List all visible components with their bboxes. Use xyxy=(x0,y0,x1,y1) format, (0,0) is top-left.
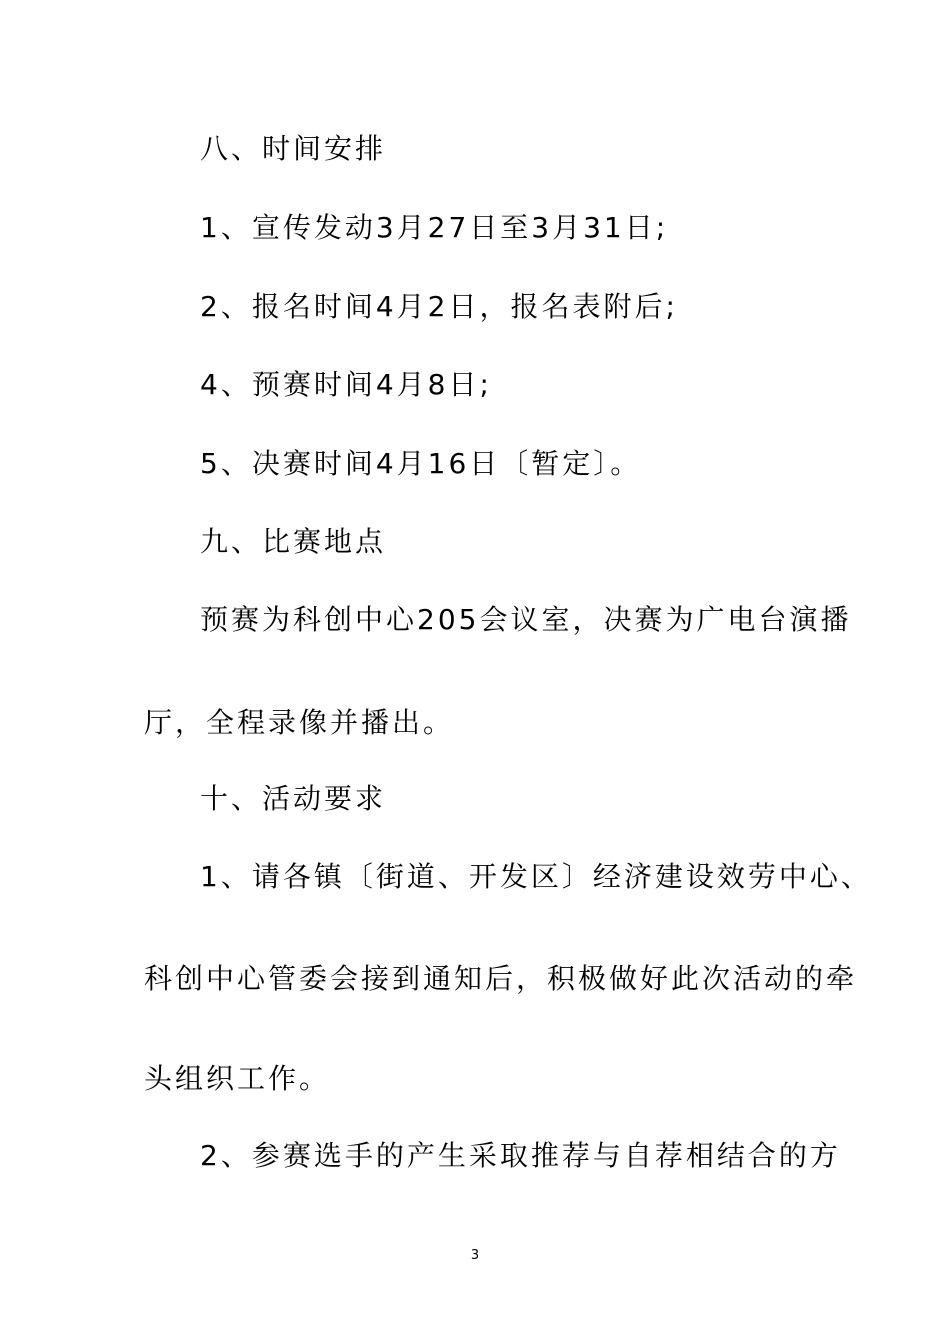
requirement-1-line-1: 1、请各镇〔街道、开发区〕经济建设效劳中心、 xyxy=(200,860,872,893)
page-number: 3 xyxy=(470,1248,480,1263)
section-heading-venue: 九、比赛地点 xyxy=(200,525,387,558)
requirement-2-line-1: 2、参赛选手的产生采取推荐与自荐相结合的方 xyxy=(200,1139,841,1172)
requirement-1-line-3: 头组织工作。 xyxy=(144,1062,331,1095)
section-heading-schedule: 八、时间安排 xyxy=(200,132,387,165)
schedule-item-publicity: 1、宣传发动3月27日至3月31日; xyxy=(200,211,669,244)
venue-paragraph-line-2: 厅，全程录像并播出。 xyxy=(144,706,455,739)
schedule-item-final: 5、决赛时间4月16日〔暂定〕。 xyxy=(200,447,642,480)
venue-paragraph-line-1: 预赛为科创中心205会议室，决赛为广电台演播 xyxy=(200,603,852,636)
schedule-item-preliminary: 4、预赛时间4月8日; xyxy=(200,368,492,401)
schedule-item-registration: 2、报名时间4月2日，报名表附后; xyxy=(200,290,678,323)
requirement-1-line-2: 科创中心管委会接到通知后，积极做好此次活动的牵 xyxy=(144,962,858,995)
section-heading-requirements: 十、活动要求 xyxy=(200,782,387,815)
